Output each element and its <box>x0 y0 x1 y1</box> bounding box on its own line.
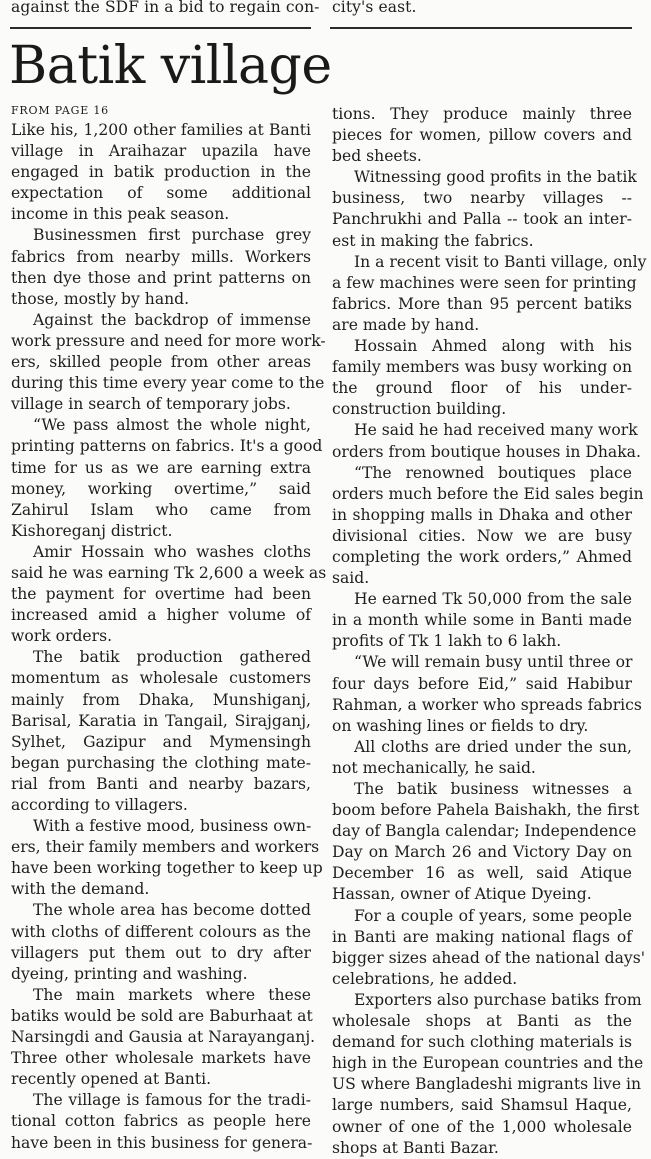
article-paragraph <box>332 420 641 462</box>
text-line: bigger sizes ahead of the national days' <box>332 948 646 967</box>
article-paragraph <box>332 104 632 167</box>
text-line: “We will remain busy until three or <box>354 653 633 672</box>
text-line: tional cotton fabrics as people here <box>11 1112 311 1131</box>
continuation-label: FROM PAGE 16 <box>11 104 109 117</box>
text-line: He earned Tk 50,000 from the sale <box>354 590 632 609</box>
text-line: Rahman, a worker who spreads fabrics <box>332 695 642 714</box>
article-paragraph <box>11 816 323 900</box>
text-line: fabrics from nearby mills. Workers <box>11 247 311 266</box>
article-paragraph <box>332 906 646 990</box>
text-line: shops at Banti Bazar. <box>332 1138 499 1157</box>
text-line: mainly from Dhaka, Munshiganj, <box>11 690 311 709</box>
text-line: Narsingdi and Gausia at Narayanganj. <box>11 1028 316 1047</box>
text-line: est in making the fabrics. <box>332 231 534 250</box>
text-line: business, two nearby villages -- <box>332 189 632 208</box>
text-line: with cloths of different colours as the <box>11 922 311 941</box>
text-line: are made by hand. <box>332 315 480 334</box>
article-paragraph <box>11 415 323 542</box>
article-paragraph <box>11 1090 311 1153</box>
text-line: “We pass almost the whole night, <box>33 416 311 435</box>
text-line: work orders. <box>11 627 113 646</box>
text-line: The village is famous for the tradi- <box>33 1091 311 1110</box>
text-line: Zahirul Islam who came from <box>11 500 311 519</box>
text-line: high in the European countries and the <box>332 1054 644 1073</box>
text-line: The batik business witnesses a <box>354 780 632 798</box>
column-rule-left <box>10 27 311 29</box>
text-line: began purchasing the clothing mate- <box>11 753 311 772</box>
text-line: four days before Eid,” said Habibur <box>332 674 632 693</box>
text-line: Exporters also purchase batiks from <box>354 990 642 1009</box>
text-line: in a month while some in Banti made <box>332 611 632 630</box>
article-paragraph <box>332 463 644 590</box>
text-line: Hassan, owner of Atique Dyeing. <box>332 885 592 904</box>
text-line: The batik production gathered <box>33 648 311 667</box>
article-paragraph <box>332 737 632 779</box>
article-paragraph <box>332 589 632 652</box>
article-paragraph <box>11 647 311 816</box>
text-line: village in search of temporary jobs. <box>11 395 291 414</box>
text-line: The main markets where these <box>33 985 311 1004</box>
text-line: time for us as we are earning extra <box>11 458 311 477</box>
text-line: US where Bangladeshi migrants live in <box>332 1075 642 1094</box>
article-paragraph <box>332 652 642 736</box>
text-line: Witnessing good profits in the batik <box>354 168 637 187</box>
text-line: Amir Hossain who washes cloths <box>33 542 311 561</box>
text-line: dyeing, printing and washing. <box>11 964 248 983</box>
text-line: Three other wholesale markets have <box>11 1049 311 1068</box>
text-line: rial from Banti and nearby bazars, <box>11 774 311 793</box>
text-line: Against the backdrop of immense <box>33 310 311 329</box>
text-line: large numbers, said Shamsul Haque, <box>332 1096 632 1115</box>
text-line: orders from boutique houses in Dhaka. <box>332 442 641 461</box>
text-line: recently opened at Banti. <box>11 1070 212 1089</box>
text-line: engaged in batik production in the <box>11 163 311 182</box>
text-line: completing the work orders,” Ahmed <box>332 547 632 566</box>
text-line: the ground floor of his under- <box>332 379 632 398</box>
article-paragraph <box>332 336 632 420</box>
text-line: Kishoreganj district. <box>11 521 173 540</box>
text-line: “The renowned boutiques place <box>354 463 632 482</box>
text-line: orders much before the Eid sales begin <box>332 484 644 503</box>
text-line: Hossain Ahmed along with his <box>354 337 632 356</box>
previous-article-fragment-left: against the SDF in a bid to regain con- <box>11 0 320 16</box>
text-line: Day on March 26 and Victory Day on <box>332 843 632 862</box>
text-line: Sylhet, Gazipur and Mymensingh <box>11 732 311 751</box>
text-line: money, working overtime,” said <box>11 479 311 498</box>
text-line: said. <box>332 569 370 588</box>
text-line: owner of one of the 1,000 wholesale <box>332 1117 632 1136</box>
text-line: fabrics. More than 95 percent batiks <box>332 294 632 313</box>
text-line: the payment for overtime had been <box>11 585 311 604</box>
text-line: All cloths are dried under the sun, <box>354 737 632 756</box>
article-column-right <box>332 104 647 1159</box>
text-line: not mechanically, he said. <box>332 758 536 777</box>
text-line: ers, skilled people from other areas <box>11 353 311 372</box>
text-line: during this time every year come to the <box>11 374 325 393</box>
text-line: those, mostly by hand. <box>11 289 190 308</box>
text-line: He said he had received many work <box>354 421 638 440</box>
article-column-left <box>11 120 327 1154</box>
article-paragraph <box>332 990 644 1159</box>
text-line: village in Araihazar upazila have <box>11 142 311 161</box>
text-line: batiks would be sold are Baburhaat at <box>11 1006 313 1025</box>
text-line: have been working together to keep up <box>11 859 323 878</box>
text-line: profits of Tk 1 lakh to 6 lakh. <box>332 632 562 651</box>
text-line: divisional cities. Now we are busy <box>332 526 632 545</box>
article-paragraph <box>332 167 637 251</box>
article-paragraph <box>11 985 316 1090</box>
text-line: work pressure and need for more work- <box>11 331 326 350</box>
text-line: increased amid a higher volume of <box>11 606 311 625</box>
text-line: demand for such clothing materials is <box>332 1033 632 1052</box>
text-line: ers, their family members and workers <box>11 838 320 857</box>
text-line: Like his, 1,200 other families at Banti <box>11 121 311 139</box>
text-line: have been in this business for genera- <box>11 1133 313 1152</box>
text-line: pieces for women, pillow covers and <box>332 126 632 145</box>
text-line: a few machines were seen for printing <box>332 273 637 292</box>
text-line: Barisal, Karatia in Tangail, Sirajganj, <box>11 711 311 730</box>
text-line: bed sheets. <box>332 147 422 166</box>
text-line: in shopping malls in Dhaka and other <box>332 505 632 524</box>
text-line: printing patterns on fabrics. It's a good <box>11 437 323 456</box>
text-line: villagers put them out to dry after <box>11 943 311 962</box>
article-paragraph <box>11 542 327 647</box>
text-line: construction building. <box>332 400 507 419</box>
article-paragraph <box>332 779 640 906</box>
text-line: With a festive mood, business own- <box>33 817 312 836</box>
text-line: day of Bangla calendar; Independence <box>332 822 637 841</box>
text-line: expectation of some additional <box>11 184 311 203</box>
text-line: Businessmen first purchase grey <box>33 226 311 245</box>
text-line: Panchrukhi and Palla -- took an inter- <box>332 210 632 229</box>
text-line: For a couple of years, some people <box>354 906 632 925</box>
text-line: family members was busy working on <box>332 358 632 377</box>
text-line: then dye those and print patterns on <box>11 268 311 287</box>
article-paragraph <box>11 900 311 984</box>
text-line: said he was earning Tk 2,600 a week as <box>11 563 327 582</box>
article-paragraph <box>11 310 326 415</box>
text-line: on washing lines or fields to dry. <box>332 716 589 735</box>
article-paragraph <box>11 225 311 309</box>
text-line: in Banti are making national flags of <box>332 927 632 946</box>
text-line: celebrations, he added. <box>332 969 518 988</box>
article-paragraph <box>11 120 311 225</box>
text-line: tions. They produce mainly three <box>332 105 632 123</box>
text-line: wholesale shops at Banti as the <box>332 1012 632 1031</box>
text-line: income in this peak season. <box>11 205 230 224</box>
text-line: December 16 as well, said Atique <box>332 864 632 883</box>
column-rule-right <box>330 27 632 29</box>
article-paragraph <box>332 252 647 336</box>
text-line: boom before Pahela Baishakh, the first <box>332 801 640 820</box>
text-line: according to villagers. <box>11 796 188 814</box>
text-line: In a recent visit to Banti village, only <box>354 252 647 271</box>
text-line: The whole area has become dotted <box>33 901 311 920</box>
article-headline: Batik village <box>9 36 332 96</box>
text-line: with the demand. <box>11 880 150 899</box>
previous-article-fragment-right: city's east. <box>332 0 417 16</box>
text-line: momentum as wholesale customers <box>11 669 311 688</box>
